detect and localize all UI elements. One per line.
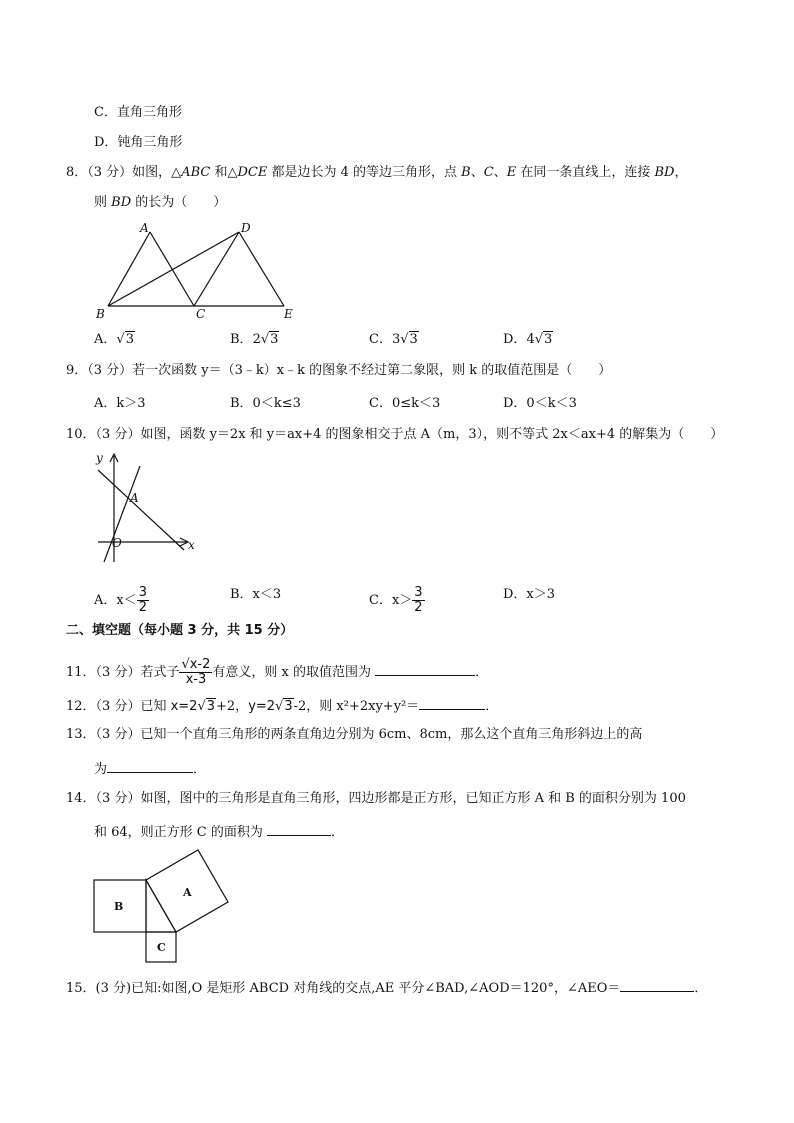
q14-figure-squares [88,846,238,966]
q13-stem-line2: 为 ． [94,758,206,779]
q10-label-y: y [96,451,103,465]
q8-stem-line1: 8．（3 分）如图，△ABC 和△DCE 都是边长为 4 的等边三角形，点 B、C、E 在同一条直线上，连接 BD， [66,165,688,180]
q10-option-c: C．x＞ $\frac{3}{2}$ [369,585,423,615]
q8-figure-triangles [88,220,308,324]
q12-stem: 12．（3 分）已知 x=2√3+2，y=2√3-2，则 x²+2xy+y²＝ ． [66,695,498,716]
q8-seg-cd [194,232,239,306]
q13-answer-blank[interactable] [107,758,193,773]
q8-label-b: B [96,307,105,321]
q9-option-d: D．0＜k＜3 [503,396,577,411]
q10-label-x: x [188,538,195,552]
q10-option-b: B．x＜3 [230,587,282,602]
q9-option-b: B．0＜k≤3 [230,396,301,411]
q14-stem-line1: 14．（3 分）如图，图中的三角形是直角三角形，四边形都是正方形，已知正方形 A 和 B 的面积分别为 100 [66,791,686,806]
q10-option-d: D．x＞3 [503,587,556,602]
q9-option-a: A．k＞3 [94,396,146,411]
q10-option-a: A．x＜ $\frac{3}{2}$ [94,585,148,615]
q8-option-a: A．√3 [94,332,134,347]
q11-answer-blank[interactable] [375,661,475,676]
q8-label-c: C [196,307,206,321]
q10-option-c-fraction: $\frac{3}{2}$ [414,585,423,615]
q13-stem-line1: 13．（3 分）已知一个直角三角形的两条直角边分别为 6cm、8cm，那么这个直角三角形斜边上的高 [66,727,643,742]
q8-label-d: D [241,221,251,235]
q12-answer-blank[interactable] [419,695,485,710]
q8-option-c: C．3√3 [369,332,418,347]
q10-figure-graph [92,450,202,568]
q14-label-b: B [114,900,124,913]
q14-label-c: C [157,941,166,954]
q7-option-c: C．直角三角形 [94,105,182,120]
q10-line-yax4 [98,470,184,550]
q10-option-a-fraction: $\frac{3}{2}$ [138,585,148,615]
q7-option-d: D．钝角三角形 [94,135,183,150]
q14-label-a: A [183,886,192,899]
q9-option-c: C．0≤k＜3 [369,396,441,411]
q8-seg-bd [108,232,239,306]
q11-fraction: $\frac{√x-2}{x-3}$ [181,657,211,687]
q9-stem: 9．（3 分）若一次函数 y＝（3﹣k）x﹣k 的图象不经过第二象限，则 k 的取值范围是（ ） [66,363,612,378]
q8-option-b: B．2√3 [230,332,279,347]
q8-label-e: E [284,307,293,321]
section-2-heading: 二、填空题（每小题 3 分，共 15 分） [66,623,294,638]
q8-option-d: D．4√3 [503,332,553,347]
q15-stem: 15．(3 分)已知:如图,O 是矩形 ABCD 对角线的交点,AE 平分∠BAD,∠AOD＝120°，∠AEO＝ ． [66,977,707,998]
q10-label-o: O [112,536,122,550]
q8-seg-ac [150,232,194,306]
q10-stem: 10．（3 分）如图，函数 y＝2x 和 y＝ax+4 的图象相交于点 A（m，3），则不等式 2x＜ax+4 的解集为（ ） [66,427,724,442]
q11-stem: 11．（3 分）若式子 $\frac{√x-2}{x-3}$ 有意义，则 x 的取值范围为 ． [66,657,489,687]
q14-stem-line2: 和 64，则正方形 C 的面积为 ． [94,821,344,842]
q10-label-a: A [130,491,139,505]
q14-answer-blank[interactable] [267,821,331,836]
q15-answer-blank[interactable] [620,977,694,992]
q8-seg-ab [108,232,150,306]
q8-label-a: A [140,221,149,235]
q8-seg-de [239,232,284,306]
q8-stem-line2: 则 BD 的长为（ ） [94,195,227,210]
